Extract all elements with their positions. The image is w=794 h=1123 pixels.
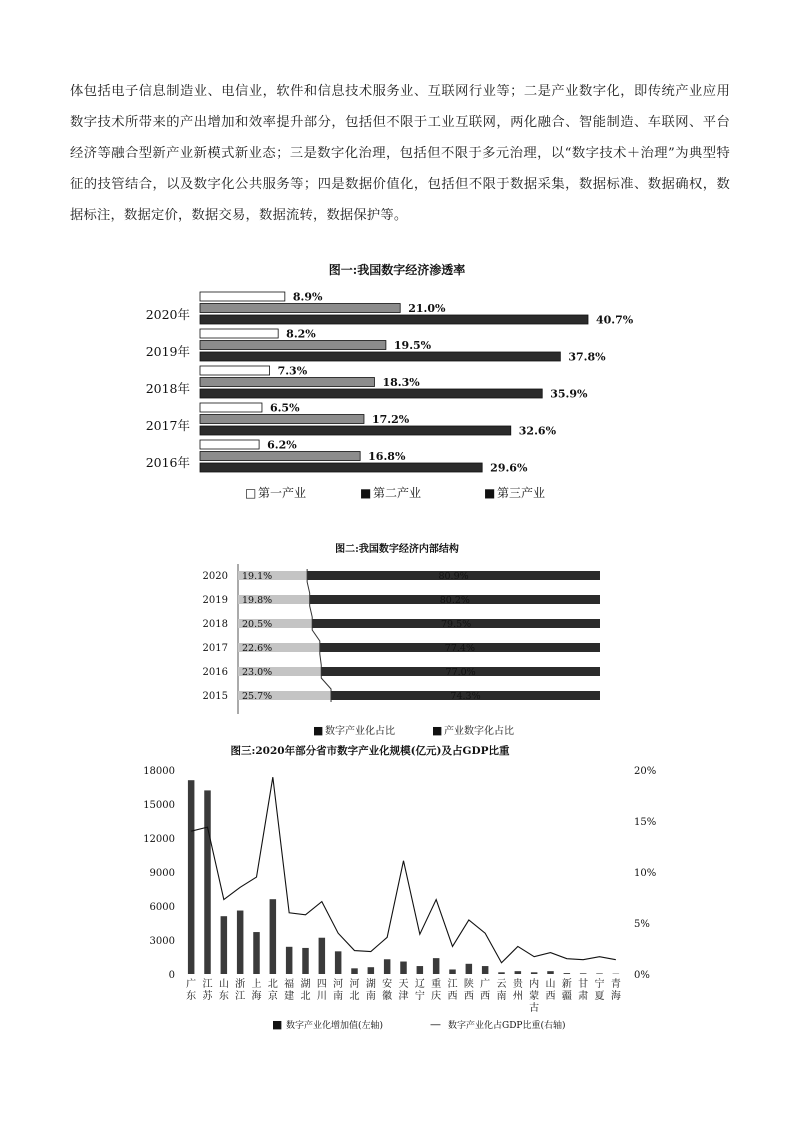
- chart3-category-label: 天津: [398, 979, 409, 1002]
- chart3-bar: [237, 911, 244, 974]
- chart3-bar: [400, 962, 407, 974]
- chart3-category-label: 福建: [284, 979, 295, 1002]
- body-paragraph: 体包括电子信息制造业、电信业，软件和信息技术服务业、互联网行业等；二是产业数字化，即传统产业应用数字技术所带来的产出增加和效率提升部分，包括但不限于工业互联网，两化融合、智能制造、车联网、平台经济等融合型新产业新模式新业态；三是数字化治理，包括但不限于多元治理，以“数字技术＋治理”为典型特征的技管结合，以及数字化公共服务等；四是数据价值化，包括但不限于数据采集，数据标准、数据确权，数据标注，数据定价，数据交易，数据流转，数据保护等。: [70, 84, 730, 223]
- chart1-category-label: 2017年: [145, 418, 190, 433]
- chart1-bar-3: [200, 315, 588, 324]
- chart3-bar: [547, 971, 554, 974]
- chart1-value-label: 8.9%: [292, 290, 323, 304]
- chart3-right-axis-tick: 5%: [634, 919, 650, 930]
- chart3-bar: [515, 971, 522, 974]
- chart3-left-axis-tick: 6000: [149, 902, 175, 913]
- chart3-bar: [302, 948, 309, 974]
- chart3-legend-label: 数字产业化增加值(左轴): [286, 1021, 384, 1031]
- chart3-left-axis-tick: 3000: [149, 936, 175, 947]
- chart2-value-label: 77.0%: [445, 667, 476, 678]
- chart3-bar: [351, 968, 358, 974]
- chart3-bar: [270, 899, 277, 974]
- chart1-category-label: 2019年: [145, 344, 190, 359]
- chart2-legend-label: 产业数字化占比: [444, 726, 514, 737]
- chart1-value-label: 8.2%: [286, 327, 316, 341]
- chart3-bar: [384, 959, 391, 974]
- chart3-bar: [319, 938, 326, 974]
- chart2-value-label: 19.8%: [242, 595, 273, 606]
- chart1-bar-2: [200, 415, 364, 424]
- chart3-category-label: 青海: [610, 979, 621, 1002]
- chart3-left-axis-tick: 0: [168, 970, 175, 981]
- chart1-bar-1: [200, 366, 270, 375]
- chart1-bar-2: [200, 341, 386, 350]
- chart3-bar: [498, 972, 505, 974]
- chart1-bar-2: [200, 304, 400, 313]
- chart3-category-label: 陕西: [463, 979, 474, 1002]
- chart3-right-axis-tick: 10%: [634, 868, 657, 879]
- chart-penetration-rate: [0, 250, 794, 515]
- chart1-category-label: 2020年: [145, 307, 190, 322]
- chart2-legend-symbol: ■: [432, 724, 443, 737]
- chart3-category-label: 湖北: [300, 979, 311, 1002]
- chart1-bar-1: [200, 403, 262, 412]
- chart1-legend-label: 第三产业: [497, 486, 546, 500]
- chart1-legend-label: 第二产业: [373, 486, 422, 500]
- chart2-value-label: 74.3%: [450, 691, 481, 702]
- chart2-share-connector-line: [307, 569, 331, 702]
- chart1-value-label: 21.0%: [408, 302, 446, 315]
- chart3-left-axis-tick: 12000: [143, 834, 175, 845]
- chart1-bar-1: [200, 440, 259, 449]
- chart2-category-label: 2019: [202, 595, 228, 606]
- chart2-category-label: 2016: [202, 667, 228, 678]
- chart3-category-label: 重庆: [431, 979, 442, 1002]
- chart3-category-label: 上海: [251, 979, 262, 1002]
- chart3-legend-label: 数字产业化占GDP比重(右轴): [448, 1021, 566, 1031]
- chart3-left-axis-tick: 9000: [149, 868, 175, 879]
- chart3-category-label: 宁夏: [594, 979, 605, 1002]
- chart2-value-label: 22.6%: [242, 643, 273, 654]
- chart1-value-label: 37.8%: [568, 350, 606, 364]
- chart3-right-axis-tick: 20%: [634, 766, 657, 777]
- chart2-title: 图二:我国数字经济内部结构: [335, 544, 459, 555]
- chart1-value-label: 6.5%: [269, 401, 300, 415]
- chart3-category-label: 云南: [496, 979, 507, 1002]
- chart3-category-label: 贵州: [512, 979, 523, 1002]
- chart3-left-axis-tick: 18000: [143, 766, 175, 777]
- chart3-bar: [368, 967, 375, 974]
- chart1-value-label: 16.8%: [368, 450, 406, 463]
- chart3-category-label: 山西: [545, 979, 556, 1002]
- chart2-value-label: 80.2%: [439, 595, 470, 606]
- chart1-legend-symbol: □: [245, 486, 257, 500]
- chart3-bar: [417, 966, 424, 974]
- chart3-bar: [449, 969, 456, 974]
- chart-internal-structure: [0, 536, 794, 741]
- chart1-bar-2: [200, 378, 374, 387]
- chart3-category-label: 江苏: [202, 979, 213, 1002]
- chart1-value-label: 35.9%: [550, 387, 588, 401]
- chart1-title: 图一:我国数字经济渗透率: [328, 263, 466, 277]
- chart3-category-label: 广西: [480, 979, 491, 1002]
- chart3-bar: [204, 790, 211, 974]
- chart1-bar-1: [200, 292, 285, 301]
- chart3-bar: [335, 951, 342, 974]
- chart3-bar: [531, 972, 538, 974]
- chart1-category-label: 2016年: [145, 455, 190, 470]
- chart3-category-label: 湖南: [365, 979, 376, 1002]
- chart3-category-label: 甘肃: [578, 979, 589, 1002]
- chart3-category-label: 广东: [186, 979, 197, 1002]
- chart3-legend-symbol: —: [430, 1018, 441, 1031]
- chart3-category-label: 河南: [333, 979, 344, 1002]
- chart3-category-label: 四川: [316, 979, 327, 1002]
- chart3-category-label: 北京: [267, 979, 278, 1002]
- chart2-value-label: 19.1%: [242, 571, 273, 582]
- chart2-category-label: 2015: [202, 691, 228, 702]
- chart2-legend-label: 数字产业化占比: [325, 726, 395, 737]
- chart2-value-label: 80.9%: [438, 571, 469, 582]
- chart1-bar-2: [200, 452, 360, 461]
- chart3-bar: [221, 916, 228, 974]
- chart3-category-label: 内蒙古: [529, 979, 540, 1014]
- chart3-bar: [564, 973, 571, 974]
- chart1-value-label: 6.2%: [267, 438, 297, 452]
- chart3-category-label: 山东: [218, 979, 229, 1002]
- chart3-right-axis-tick: 15%: [634, 817, 657, 828]
- chart3-right-axis-tick: 0%: [634, 970, 650, 981]
- chart2-category-label: 2018: [202, 619, 228, 630]
- chart1-bar-3: [200, 389, 542, 398]
- chart3-bar: [482, 966, 489, 974]
- chart1-legend-label: 第一产业: [258, 486, 307, 500]
- chart2-value-label: 25.7%: [242, 691, 273, 702]
- chart2-category-label: 2017: [202, 643, 228, 654]
- chart1-legend-symbol: ■: [360, 486, 372, 500]
- chart3-category-label: 河北: [349, 979, 360, 1002]
- chart2-value-label: 23.0%: [242, 667, 273, 678]
- chart1-legend-symbol: ■: [484, 486, 496, 500]
- chart3-bar: [466, 964, 473, 974]
- chart2-category-label: 2020: [202, 571, 228, 582]
- chart1-category-label: 2018年: [145, 381, 190, 396]
- chart3-category-label: 江西: [447, 979, 458, 1002]
- chart3-category-label: 安徽: [382, 979, 393, 1002]
- chart2-value-label: 77.4%: [444, 643, 475, 654]
- chart3-bar: [580, 973, 587, 974]
- chart2-value-label: 20.5%: [242, 619, 273, 630]
- chart2-value-label: 79.5%: [441, 619, 472, 630]
- chart2-legend-symbol: ■: [313, 724, 324, 737]
- chart1-bar-3: [200, 426, 511, 435]
- chart3-category-label: 浙江: [235, 979, 246, 1002]
- chart3-category-label: 辽宁: [414, 979, 425, 1002]
- chart1-value-label: 32.6%: [518, 424, 557, 438]
- chart1-value-label: 40.7%: [596, 313, 634, 327]
- chart1-value-label: 29.6%: [490, 461, 528, 475]
- chart3-bar: [286, 947, 293, 974]
- chart3-left-axis-tick: 15000: [143, 800, 175, 811]
- chart1-bar-3: [200, 352, 560, 361]
- chart3-bar: [433, 958, 440, 974]
- chart3-bar: [253, 932, 260, 974]
- chart1-bar-1: [200, 329, 278, 338]
- chart1-bar-3: [200, 463, 482, 472]
- chart3-title: 图三:2020年部分省市数字产业化规模(亿元)及占GDP比重: [230, 745, 510, 757]
- chart3-legend-symbol: ■: [272, 1018, 283, 1031]
- chart1-value-label: 19.5%: [393, 339, 432, 352]
- chart1-value-label: 7.3%: [277, 364, 308, 378]
- chart3-bar: [596, 973, 603, 974]
- chart3-category-label: 新疆: [561, 979, 572, 1002]
- chart3-bar: [188, 780, 195, 974]
- chart1-value-label: 17.2%: [371, 413, 410, 426]
- chart-provincial-scale: [0, 742, 794, 1042]
- chart1-value-label: 18.3%: [382, 376, 420, 389]
